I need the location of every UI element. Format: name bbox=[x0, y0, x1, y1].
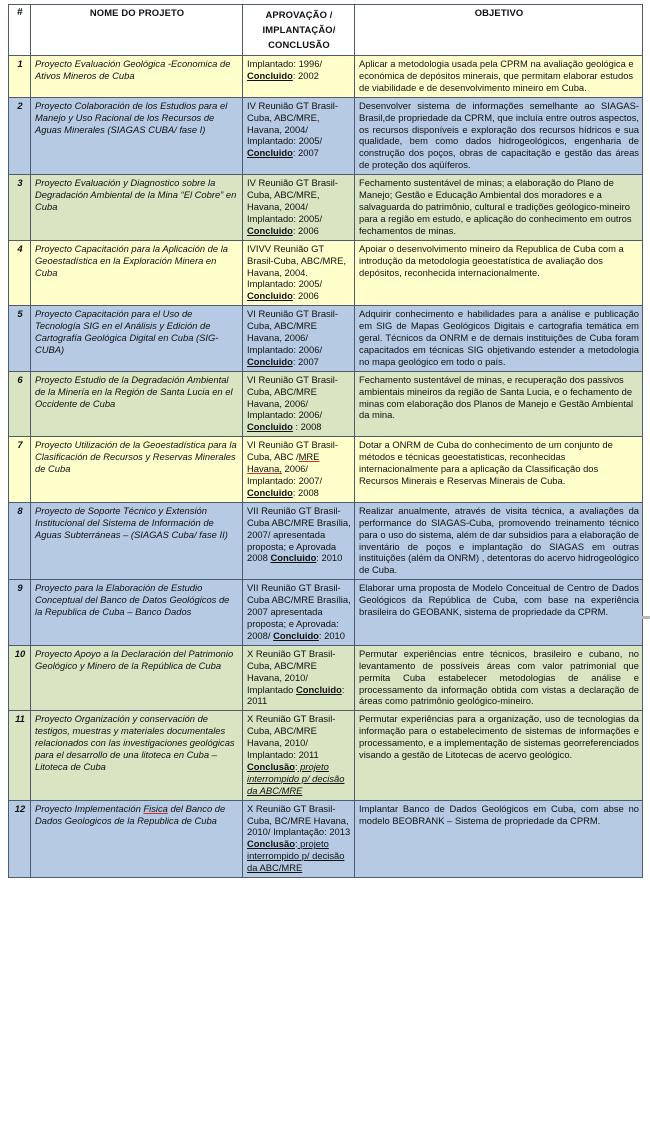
conclusion-value: : 2002 bbox=[292, 69, 319, 81]
row-number: 7 bbox=[9, 437, 31, 503]
conclusion-label: Conclusão bbox=[247, 838, 295, 850]
project-name-cell: Proyecto Evaluación y Diagnostico sobre la Degradación Ambiental de la Mina “El Cobre” en Cuba bbox=[31, 175, 243, 241]
conclusion-value: : bbox=[294, 760, 298, 772]
conclusion-value: : 2006 bbox=[292, 290, 319, 302]
approval-header-line-1: APROVAÇÃO / bbox=[265, 9, 333, 20]
objective-cell: Realizar anualmente, através de visita técnica, a avaliações da performance do SIAGAS-Cuba, promovendo treinamento técnico para o uso do sistema, além de dar subsidios para a elaboração de inventário de poços e implantação do SIAGAS em outras instituições (além da ONRM) , detentoras do acervo hidrogeológico de Cuba. bbox=[355, 502, 643, 579]
conclusion-label: Concluido bbox=[273, 629, 319, 641]
conclusion-value: : bbox=[294, 838, 298, 850]
row-number: 6 bbox=[9, 371, 31, 437]
project-name-cell: Proyecto para la Elaboración de Estudio Conceptual del Banco de Datos Geológicos de la Republica de Cuba – Banco Dados bbox=[31, 580, 243, 646]
project-name-cell: Proyecto Colaboración de los Estudios para el Manejo y Uso Racional de los Recursos de Aguas Minerales (SIAGAS CUBA/ fase I) bbox=[31, 97, 243, 174]
approval-implementation-conclusion-cell bbox=[243, 800, 355, 877]
table-row bbox=[9, 800, 643, 877]
approval-implementation-conclusion-cell bbox=[243, 371, 355, 437]
conclusion-label: Concluido bbox=[247, 355, 293, 367]
conclusion-label: Conclusão bbox=[247, 760, 295, 772]
objective-cell: Aplicar a metodologia usada pela CPRM na avaliação geológica e económica de depósitos minerais, que permitam elaborar estudos de viabilidade e de desenvolvimento mineiro em Cuba. bbox=[355, 56, 643, 98]
table-row bbox=[9, 502, 643, 579]
objective-cell: Dotar a ONRM de Cuba do conhecimento de um conjunto de métodos e técnicas geoestatisticas, reconhecidas internacionalmente para a aplicação da Classificação dos Recursos Minerais e Reservas Minerais de Cuba. bbox=[355, 437, 643, 503]
conclusion-value: : 2010 bbox=[318, 629, 345, 641]
approval-text: IVIVV Reunião GT Brasil-Cuba, ABC/MRE, Havana, 2004. Implantado: 2005/ bbox=[247, 242, 346, 290]
objective-cell: Fechamento sustentável de minas; a elaboração do Plano de Manejo; Gestão e Educação Ambiental dos moradores e a salvaguarda do patrimônio, cultural e tradições geólogico-mineiro para a região em estudo, e aplicação do conhecimento em outros fechamentos de minas. bbox=[355, 175, 643, 241]
project-name-text: Proyecto Implementación bbox=[35, 802, 144, 814]
approval-text: Implantado: 1996/ bbox=[247, 58, 323, 69]
spellcheck-flagged-word: Havana, bbox=[247, 463, 282, 475]
approval-implementation-conclusion-cell bbox=[243, 711, 355, 800]
table-row bbox=[9, 711, 643, 800]
approval-text: VII Reunião GT Brasil-Cuba ABC/MRE Brasília, 2007/ apresentada proposta; e Aprovada 2008 bbox=[247, 504, 351, 564]
approval-text: IV Reunião GT Brasil-Cuba, ABC/MRE, Havana, 2004/ Implantado: 2005/ bbox=[247, 177, 339, 224]
row-number: 11 bbox=[9, 711, 31, 800]
column-header-objective: OBJETIVO bbox=[355, 5, 643, 56]
conclusion-value: : 2008 bbox=[292, 421, 322, 433]
row-number: 8 bbox=[9, 502, 31, 579]
spellcheck-flagged-word: MRE bbox=[298, 451, 320, 463]
approval-implementation-conclusion-cell bbox=[243, 580, 355, 646]
conclusion-value: : 2006 bbox=[292, 224, 319, 236]
conclusion-label: Concluido bbox=[296, 683, 342, 695]
approval-implementation-conclusion-cell bbox=[243, 306, 355, 372]
conclusion-label: Concluido bbox=[247, 224, 293, 236]
row-number: 3 bbox=[9, 175, 31, 241]
approval-text: X Reunião GT Brasil-Cuba, BC/MRE Havana, 2010/ Implantação: 2013 bbox=[247, 802, 351, 838]
conclusion-label: Concluido bbox=[247, 421, 293, 433]
project-name-cell: Proyecto Estudio de la Degradación Ambiental de la Minería en la Región de Santa Lucia en el Occidente de Cuba bbox=[31, 371, 243, 437]
approval-implementation-conclusion-cell bbox=[243, 97, 355, 174]
approval-implementation-conclusion-cell bbox=[243, 240, 355, 306]
project-name-cell: Proyecto Organización y conservación de testigos, muestras y materiales documentales relacionados con las investigaciones geológicas para el desarrollo de una litoteca en Cuba – Litoteca de Cuba bbox=[31, 711, 243, 800]
approval-text: VI Reunião GT Brasil-Cuba, ABC / bbox=[247, 439, 339, 463]
table-row bbox=[9, 97, 643, 174]
conclusion-value: : 2007 bbox=[292, 147, 319, 159]
conclusion-value: : 2007 bbox=[292, 355, 319, 367]
approval-text: VII Reunião GT Brasil-Cuba ABC/MRE Brasília, 2007 apresentada proposta; e Aprovada: 2008/ bbox=[247, 582, 351, 641]
approval-implementation-conclusion-cell bbox=[243, 175, 355, 241]
project-name-cell: Proyecto Utilización de la Geoestadística para la Clasificación de Recursos y Reservas Minerales de Cuba bbox=[31, 437, 243, 503]
project-name-cell: Proyecto de Soporte Técnico y Extensión Institucional del Sistema de Información de Aguas Subterráneas – (SIAGAS Cuba/ fase II) bbox=[31, 502, 243, 579]
objective-cell: Fechamento sustentável de minas, e recuperação dos passivos ambientais mineiros da região de Santa Lucia, e o fechamento de minas com elaboração dos Planos de Manejo e Gestão Ambiental da mina. bbox=[355, 371, 643, 437]
table-row bbox=[9, 645, 643, 711]
row-number: 4 bbox=[9, 240, 31, 306]
table-body bbox=[9, 56, 643, 878]
row-number: 5 bbox=[9, 306, 31, 372]
approval-text: X Reunião GT Brasil-Cuba, ABC/MRE Havana, 2010/ Implantado bbox=[247, 647, 336, 695]
approval-text: IV Reunião GT Brasil-Cuba, ABC/MRE, Havana, 2004/ Implantado: 2005/ bbox=[247, 99, 339, 147]
conclusion-value: : 2011 bbox=[247, 683, 345, 707]
conclusion-label: Concluido bbox=[247, 486, 293, 498]
approval-text: X Reunião GT Brasil-Cuba, ABC/MRE Havana, 2010/ Implantado: 2011 bbox=[247, 713, 336, 761]
column-header-number: # bbox=[9, 5, 31, 56]
approval-implementation-conclusion-cell bbox=[243, 502, 355, 579]
conclusion-note: projeto interrompido p/ decisão da ABC/MRE bbox=[247, 760, 345, 796]
row-number: 2 bbox=[9, 97, 31, 174]
project-name-cell: Proyecto Capacitación para el Uso de Tecnología SIG en el Análisis y Edición de Cartografía Geológica Digital en Cuba (SIG-CUBA) bbox=[31, 306, 243, 372]
objective-cell: Implantar Banco de Dados Geológicos em Cuba, com abse no modelo BEOBRANK – Sistema de propriedade da CPRM. bbox=[355, 800, 643, 877]
objective-cell: Apoiar o desenvolvimento mineiro da Republica de Cuba com a introdução da metodologia geoestatística de avaliação dos depósitos, reconhecida internacionalmente. bbox=[355, 240, 643, 306]
approval-implementation-conclusion-cell bbox=[243, 645, 355, 711]
conclusion-note: projeto interrompido p/ decisão da ABC/MRE bbox=[247, 838, 345, 874]
row-number: 1 bbox=[9, 56, 31, 98]
table-header-row bbox=[9, 5, 643, 56]
project-name-cell: Proyecto Capacitación para la Aplicación de la Geoestadística en la Exploración Minera en Cuba bbox=[31, 240, 243, 306]
project-name-text: del Banco de Dados Geologicos de la Republica de Cuba bbox=[35, 802, 226, 826]
approval-text: VI Reunião GT Brasil- Cuba, ABC/MRE Havana, 2006/ Implantado: 2006/ bbox=[247, 308, 339, 355]
page-edge-marker bbox=[642, 616, 650, 619]
project-name-cell: Proyecto Evaluación Geológica -Economica de Ativos Mineros de Cuba bbox=[31, 56, 243, 98]
approval-implementation-conclusion-cell bbox=[243, 56, 355, 98]
table-row bbox=[9, 175, 643, 241]
conclusion-label: Concluido bbox=[270, 552, 317, 564]
objective-cell: Permutar experiências para a organização, uso de tecnologias da informação para o estabelecimento de sistemas de informações e processamento, e a implementação de sistemas georreferenciados visando a gestão de Litotecas de acervo geológico. bbox=[355, 711, 643, 800]
approval-header-line-3: CONCLUSÃO bbox=[268, 39, 330, 50]
approval-header-line-2: IMPLANTAÇÃO/ bbox=[262, 24, 336, 35]
table-row bbox=[9, 437, 643, 503]
table-row bbox=[9, 56, 643, 98]
projects-table bbox=[8, 4, 643, 878]
table-row bbox=[9, 306, 643, 372]
objective-cell: Elaborar uma proposta de Modelo Conceitual de Centro de Dados Geológicos da República de Cuba, com base na experiência brasileira do GEOBANK, sistema de propriedade da CPRM. bbox=[355, 580, 643, 646]
project-name-cell: Proyecto Apoyo a la Declaración del Patrimonio Geológico y Minero de la República de Cuba bbox=[31, 645, 243, 711]
conclusion-value: : 2008 bbox=[292, 486, 319, 498]
objective-cell: Desenvolver sistema de informações semelhante ao SIAGAS-Brasil,de propriedade da CPRM, que incluía entre outros aspectos, os recursos disponíveis e exploração dos recursos hídricos e sua qualidade, bem como dados hidrogeológicos, engenharia de construção dos poços, obras de capacitação e gestão das áreas de proteção dos aqüíferos. bbox=[355, 97, 643, 174]
conclusion-label: Concluido bbox=[247, 290, 293, 302]
objective-cell: Adquirir conhecimento e habilidades para a análise e publicação em SIG de Mapas Geológicos Digitais e cartografia temática em geral. Técnicos da ONRM e de demais instituições de Cuba foram capacitados em técnicas SIG objetivando estender a metodologia no mapa geológico em todo o país. bbox=[355, 306, 643, 372]
objective-cell: Permutar experiências entre técnicos, brasileiro e cubano, no levantamento de possíveis áreas com valor patrimonial que permita Cuba estabelecer metodologias de análise e processamento da informação obtida com vistas a declaração de áreas como patrimônio geológico-mineiro. bbox=[355, 645, 643, 711]
table-row bbox=[9, 371, 643, 437]
row-number: 12 bbox=[9, 800, 31, 877]
row-number: 10 bbox=[9, 645, 31, 711]
approval-text: 2006/ Implantado: 2007/ bbox=[247, 463, 323, 486]
approval-text: VI Reunião GT Brasil- Cuba, ABC/MRE Havana, 2006/ Implantado: 2006/ bbox=[247, 373, 339, 421]
spellcheck-flagged-word: Fisica bbox=[143, 802, 168, 814]
conclusion-label: Concluido bbox=[247, 69, 293, 81]
column-header-project-name: NOME DO PROJETO bbox=[31, 5, 243, 56]
table-row bbox=[9, 240, 643, 306]
conclusion-value: : 2010 bbox=[316, 552, 343, 564]
row-number: 9 bbox=[9, 580, 31, 646]
table-row bbox=[9, 580, 643, 646]
project-name-cell bbox=[31, 800, 243, 877]
conclusion-label: Concluido bbox=[247, 147, 293, 159]
approval-implementation-conclusion-cell bbox=[243, 437, 355, 503]
column-header-approval bbox=[243, 5, 355, 56]
